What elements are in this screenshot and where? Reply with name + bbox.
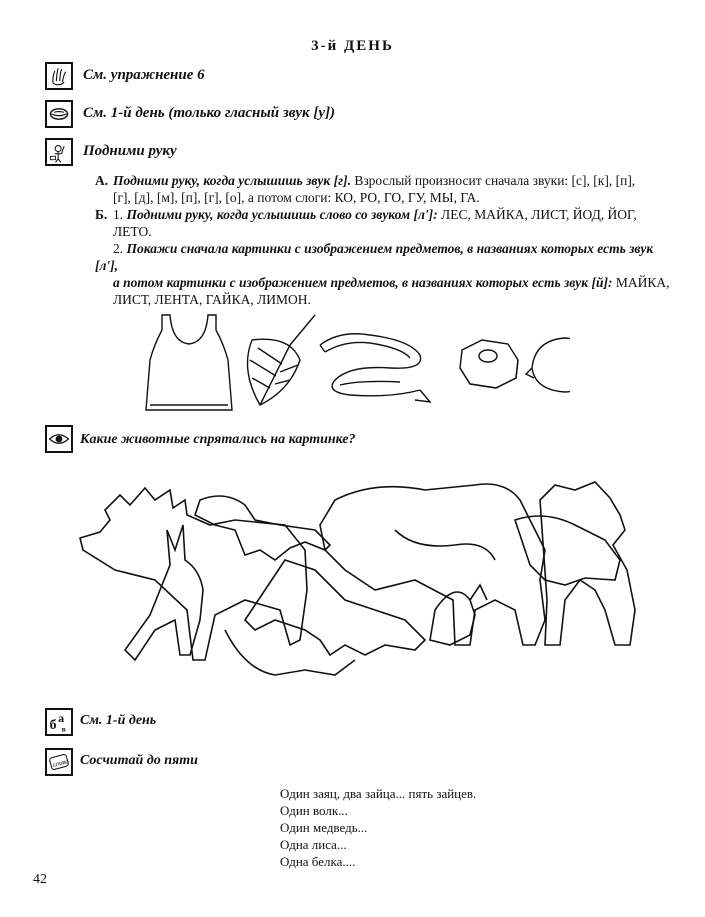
letters-icon: [45, 708, 73, 736]
svg-text:в: в: [61, 724, 66, 734]
raise-hand-icon: [45, 138, 73, 166]
ribbon-picture: [320, 334, 430, 402]
exercise-a: А. Подними руку, когда услышишь звук [г]. Взрослый произносит сначала звуки: [с], [к], [п], [г], [д], [м], [п], [г], [о], а потом слоги: КО, РО, ГО, ГУ, МЫ, ГА.: [95, 173, 636, 205]
svg-text:слово: слово: [52, 758, 70, 770]
exercise-b: Б. 1. Подними руку, когда услышишь слово со звуком [л']: ЛЕС, МАЙКА, ЛИСТ, ЙОД, ЙОГ, ЛЕТО. 2. Покажи сначала картинки с изображением предметов, в названиях которых есть звук [л'], а потом картинки с изображением предметов, в названиях которых есть звук [й]: МАЙКА, ЛИСТ, ЛЕНТА, ГАЙКА, ЛИМОН.: [95, 207, 670, 307]
section-heading: См. 1-й день: [80, 713, 157, 728]
section-heading: Какие животные спрятались на картинке?: [80, 432, 356, 447]
lips-icon: [45, 100, 73, 128]
section-heading: См. 1-й день (только гласный звук [у]): [83, 105, 336, 121]
boar-outline: [515, 516, 620, 585]
list-item: Одна лиса...: [280, 837, 347, 852]
lemon-picture: [526, 338, 570, 392]
eye-icon: [45, 425, 73, 453]
pictures-row: [140, 310, 570, 420]
moose-outline: [80, 488, 307, 660]
counting-list: [280, 785, 476, 870]
leaf-picture: [248, 315, 316, 405]
list-item: Один волк...: [280, 803, 348, 818]
word-card-icon: [45, 748, 73, 776]
hidden-animals-picture: [75, 470, 645, 685]
page-number: 42: [33, 872, 47, 887]
section-heading: См. упражнение 6: [83, 67, 205, 83]
nut-picture: [460, 340, 518, 388]
hand-icon: [45, 62, 73, 90]
horse-outline: [540, 482, 635, 645]
list-item: Одна белка....: [280, 854, 356, 869]
squirrel-outline: [430, 585, 487, 645]
list-item: Один заяц, два зайца... пять зайцев.: [280, 786, 477, 801]
wolf-outline: [195, 496, 330, 560]
section-heading: Подними руку: [83, 143, 177, 159]
section-heading: Сосчитай до пяти: [80, 753, 198, 768]
list-item: Один медведь...: [280, 820, 368, 835]
svg-text:б: б: [49, 716, 57, 732]
tank-top-picture: [146, 315, 232, 410]
page-title: 3-й ДЕНЬ: [311, 38, 394, 54]
svg-text:а: а: [58, 711, 65, 725]
